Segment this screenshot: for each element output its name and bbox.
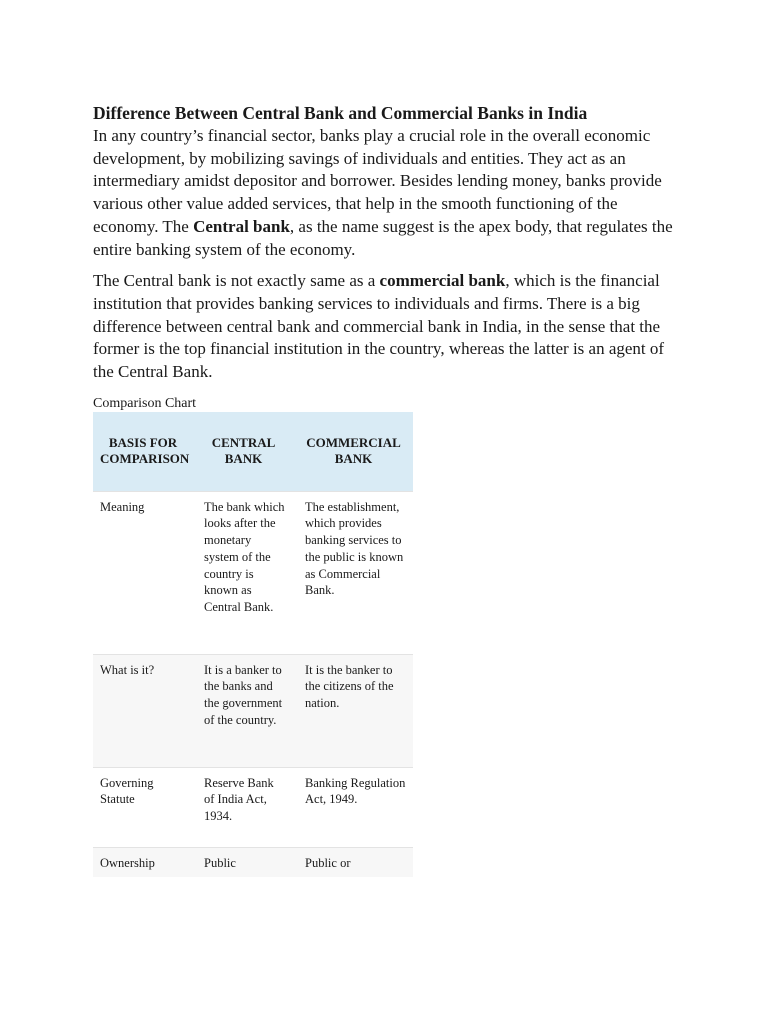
central-bank-cell: It is a banker to the banks and the government of the country. bbox=[193, 654, 294, 767]
intro-text-end: , as the name suggest is the apex body, that regulates the entire banking system of the economy. bbox=[93, 216, 673, 259]
comparison-table bbox=[93, 412, 413, 877]
intro-text-start: In any country’s financial sector, banks play a crucial role in the overall economic development, by mobilizing savings of individuals and entities. They act as an intermediary amidst depositor and borrower. Besides lending money, banks provide various other value added services, that help in the smooth functioning of the economy. The bbox=[93, 126, 662, 236]
document-title: Difference Between Central Bank and Commercial Banks in India bbox=[93, 103, 588, 123]
header-basis: BASIS FOR COMPARISON bbox=[93, 412, 193, 492]
comparison-paragraph bbox=[93, 270, 683, 384]
row-label: Meaning bbox=[93, 491, 193, 654]
intro-paragraph bbox=[93, 125, 683, 261]
comparison-text-start: The Central bank is not exactly same as a bbox=[93, 271, 380, 291]
table-row bbox=[93, 767, 413, 847]
comparison-text-end: , which is the financial institution that provides banking services to individuals and firms. There is a big difference between central bank and commercial bank in India, in the sense that the former is the top financial institution in the country, whereas the latter is an agent of the Central Bank. bbox=[93, 271, 665, 382]
document-page bbox=[93, 102, 683, 877]
row-label: What is it? bbox=[93, 654, 193, 767]
central-bank-term: Central bank bbox=[193, 216, 290, 236]
central-bank-cell: Reserve Bank of India Act, 1934. bbox=[193, 767, 294, 847]
commercial-bank-cell: It is the banker to the citizens of the nation. bbox=[294, 654, 413, 767]
table-header-row bbox=[93, 412, 413, 492]
commercial-bank-cell: The establishment, which provides banking services to the public is known as Commercial Bank. bbox=[294, 491, 413, 654]
chart-caption: Comparison Chart bbox=[93, 395, 197, 411]
table-row bbox=[93, 654, 413, 767]
commercial-bank-term: commercial bank bbox=[379, 271, 506, 291]
header-commercial-bank: COMMERCIAL BANK bbox=[294, 412, 413, 492]
table-row bbox=[93, 491, 413, 654]
central-bank-cell: Public bbox=[193, 847, 294, 877]
commercial-bank-cell: Banking Regulation Act, 1949. bbox=[294, 767, 413, 847]
commercial-bank-cell: Public or bbox=[294, 847, 413, 877]
table-row bbox=[93, 847, 413, 877]
header-central-bank: CENTRAL BANK bbox=[193, 412, 294, 492]
row-label: Ownership bbox=[93, 847, 193, 877]
row-label: Governing Statute bbox=[93, 767, 193, 847]
central-bank-cell: The bank which looks after the monetary system of the country is known as Central Bank. bbox=[193, 491, 294, 654]
